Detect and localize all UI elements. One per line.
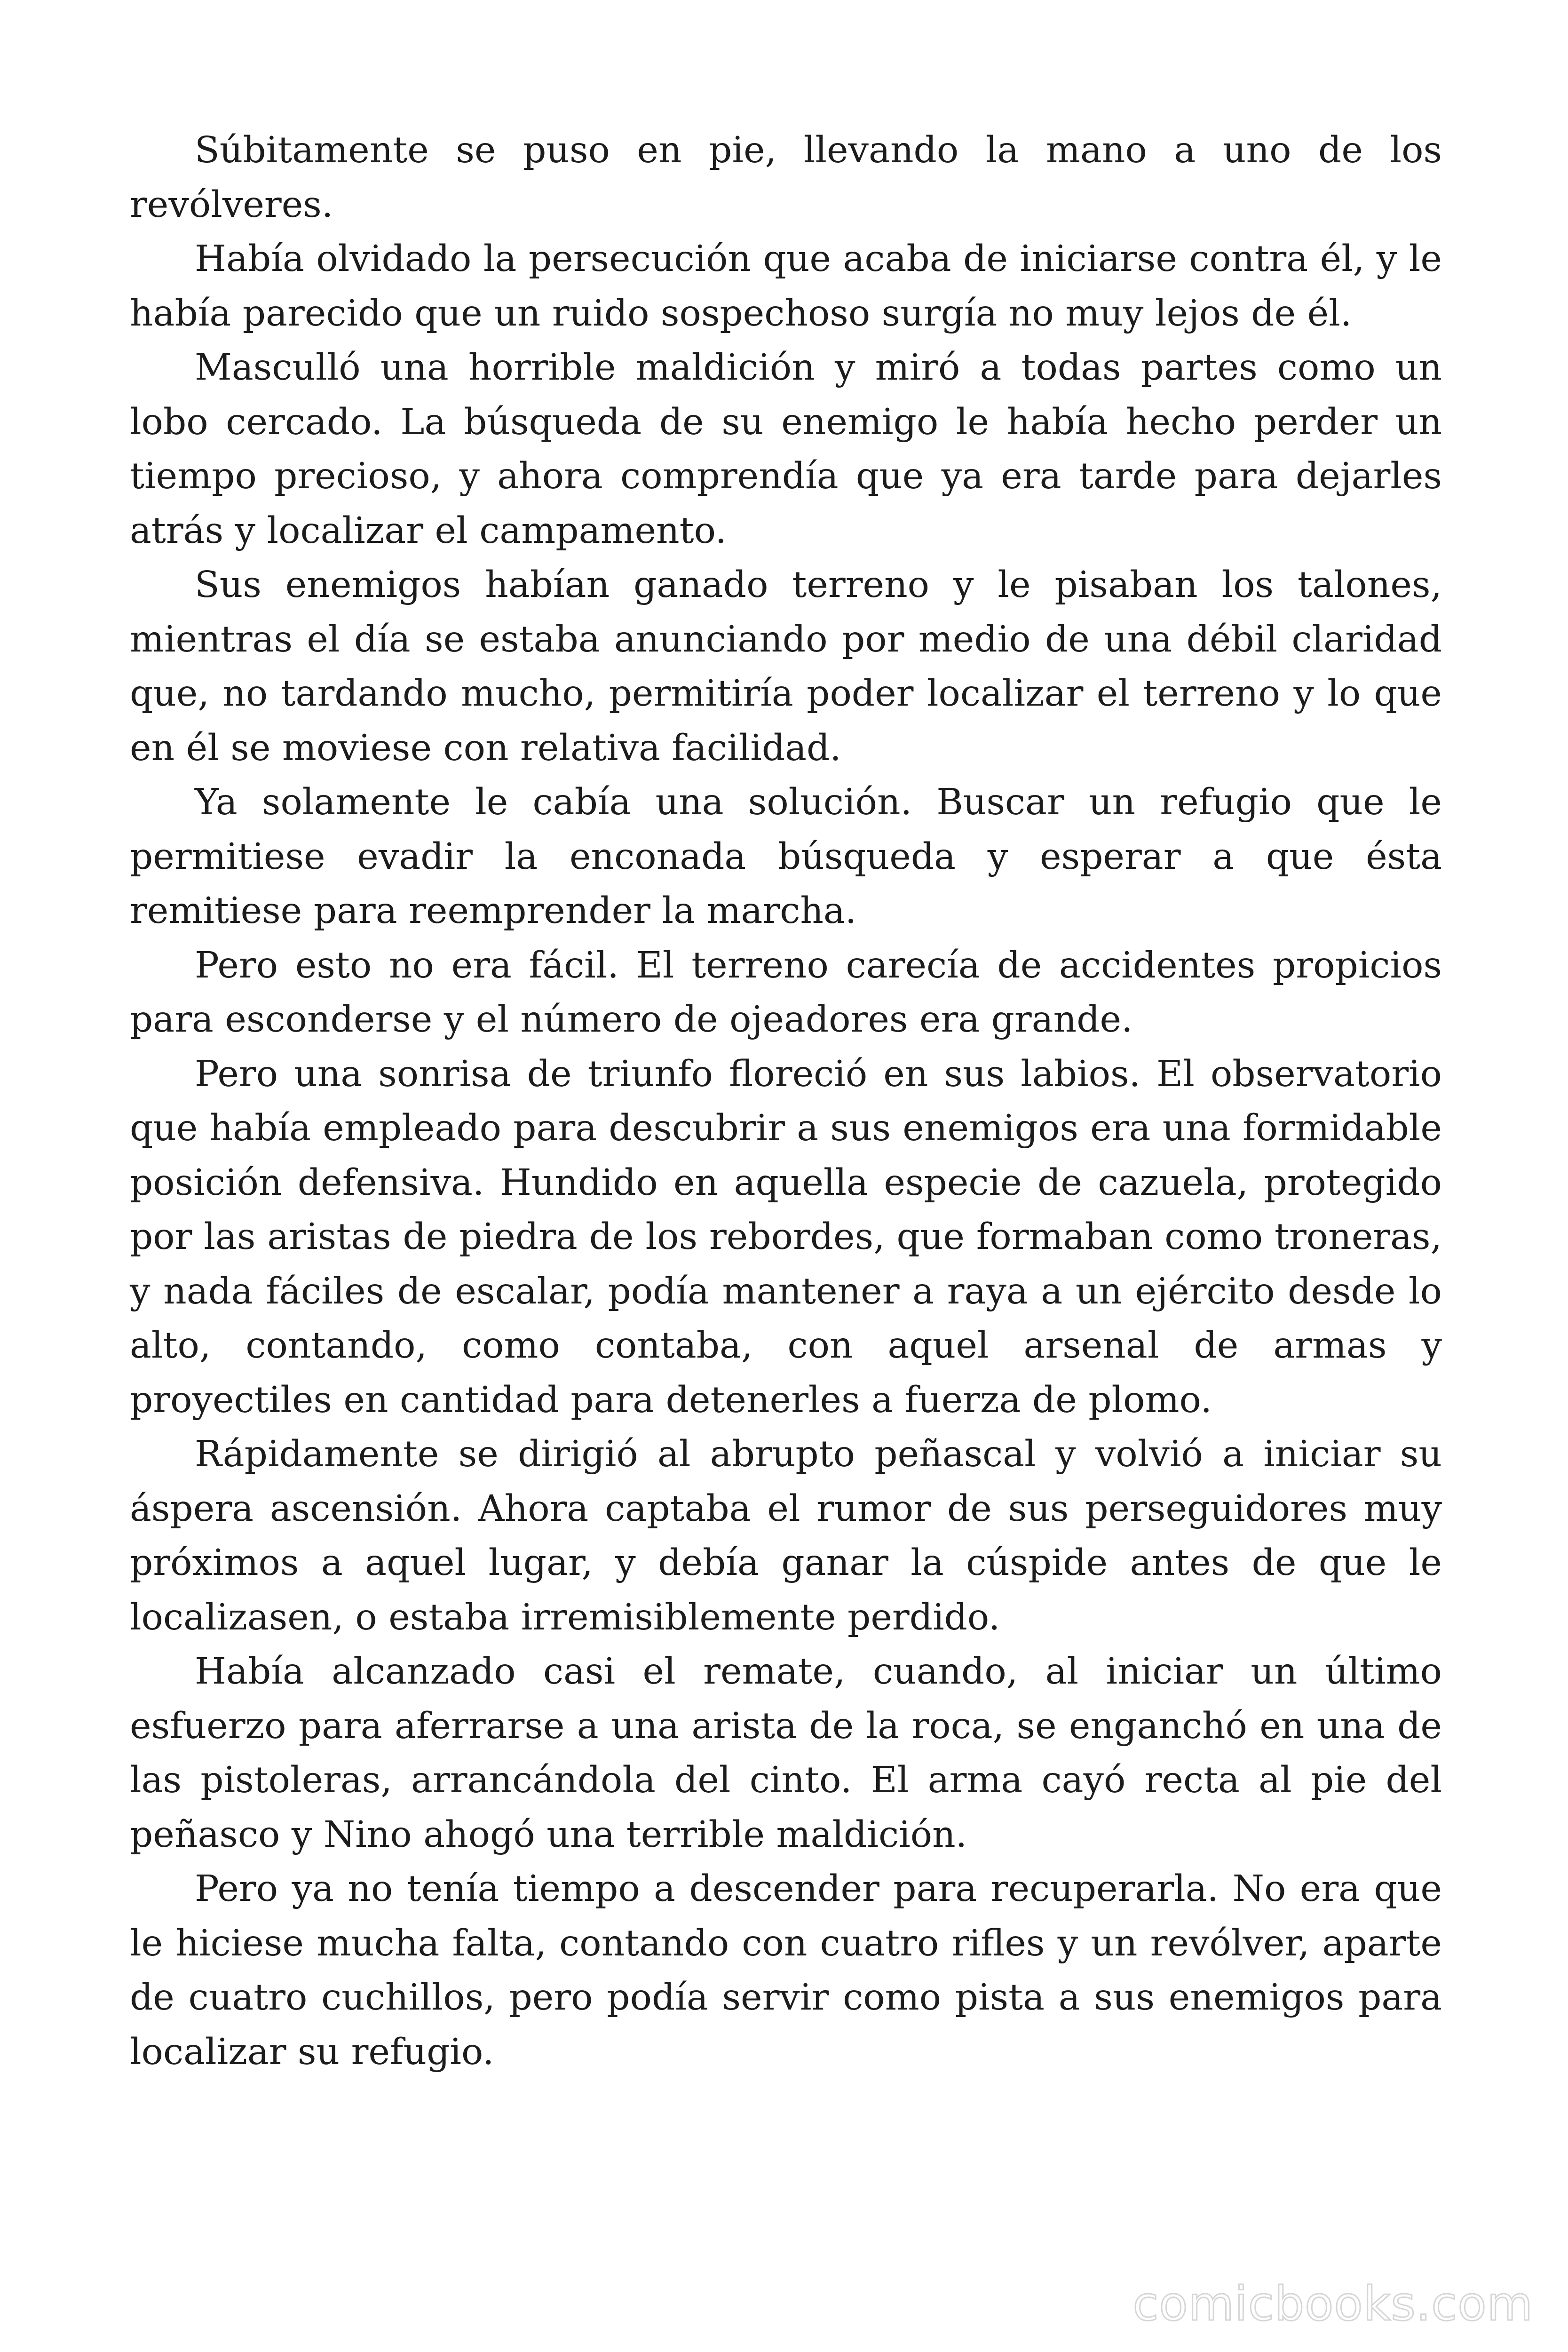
paragraph: Ya solamente le cabía una solución. Buscar un refugio que le permitiese evadir la enconada búsqueda y esperar a que ésta remitiese para reemprender la marcha. (130, 781, 1442, 932)
paragraph: Pero ya no tenía tiempo a descender para recuperarla. No era que le hiciese mucha falta, contando con cuatro rifles y un revólver, aparte de cuatro cuchillos, pero podía servir como pista a sus enemigos para localizar su refugio. (130, 1868, 1442, 2073)
paragraph: Había olvidado la persecución que acaba de iniciarse contra él, y le había parecido que un ruido sospechoso surgía no muy lejos de él. (130, 238, 1442, 334)
paragraph: Masculló una horrible maldición y miró a todas partes como un lobo cercado. La búsqueda de su enemigo le había hecho perder un tiempo precioso, y ahora comprendía que ya era tarde para dejarles atrás y localizar el campamento. (130, 347, 1442, 552)
paragraph: Sus enemigos habían ganado terreno y le pisaban los talones, mientras el día se estaba anunciando por medio de una débil claridad que, no tardando mucho, permitiría poder localizar el terreno y lo que en él se moviese con relativa facilidad. (130, 564, 1442, 769)
watermark: comicbooks.com (1132, 2276, 1533, 2331)
paragraph: Súbitamente se puso en pie, llevando la mano a uno de los revólveres. (130, 129, 1442, 226)
book-page-text (130, 123, 1442, 2184)
paragraph: Rápidamente se dirigió al abrupto peñascal y volvió a iniciar su áspera ascensión. Ahora captaba el rumor de sus perseguidores muy próximos a aquel lugar, y debía ganar la cúspide antes de que le localizasen, o estaba irremisiblemente perdido. (130, 1433, 1442, 1638)
paragraph: Había alcanzado casi el remate, cuando, al iniciar un último esfuerzo para aferrarse a una arista de la roca, se enganchó en una de las pistoleras, arrancándola del cinto. El arma cayó recta al pie del peñasco y Nino ahogó una terrible maldición. (130, 1651, 1442, 1856)
paragraph: Pero esto no era fácil. El terreno carecía de accidentes propicios para esconderse y el número de ojeadores era grande. (130, 944, 1442, 1041)
paragraph: Pero una sonrisa de triunfo floreció en sus labios. El observatorio que había empleado para descubrir a sus enemigos era una formidable posición defensiva. Hundido en aquella especie de cazuela, protegido por las aristas de piedra de los rebordes, que formaban como troneras, y nada fáciles de escalar, podía mantener a raya a un ejército desde lo alto, contando, como contaba, con aquel arsenal de armas y proyectiles en cantidad para detenerles a fuerza de plomo. (130, 1053, 1442, 1421)
